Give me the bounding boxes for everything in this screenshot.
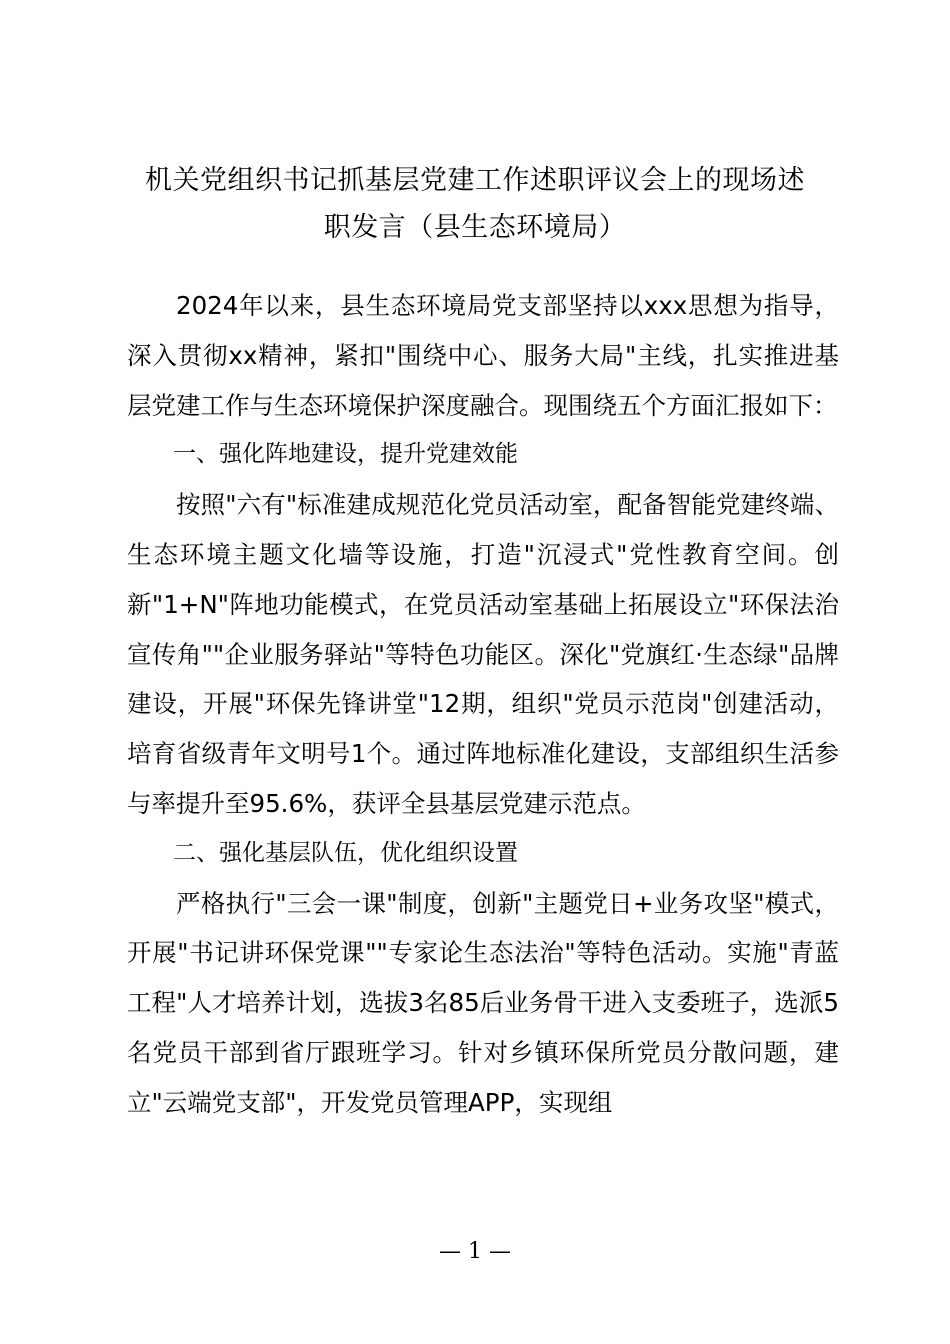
document-title-line-1: 机关党组织书记抓基层党建工作述职评议会上的现场述 [145, 165, 805, 196]
section-1-paragraph: 按照"六有"标准建成规范化党员活动室，配备智能党建终端、生态环境主题文化墙等设施，打造"沉浸式"党性教育空间。创新"1+N"阵地功能模式，在党员活动室基础上拓展设立"环保法治宣传角""企业服务驿站"等特色功能区。深化"党旗红·生态绿"品牌建设，开展"环保先锋讲堂"12期，组织"党员示范岗"创建活动，培育省级青年文明号1个。通过阵地标准化建设，支部组织生活参与率提升至95.6%，获评全县基层党建示范点。 [127, 490, 839, 818]
page-number: — 1 — [439, 1239, 511, 1264]
section-2-paragraph: 严格执行"三会一课"制度，创新"主题党日+业务攻坚"模式，开展"书记讲环保党课""专家论生态法治"等特色活动。实施"青蓝工程"人才培养计划，选拔3名85后业务骨干进入支委班子，选派5名党员干部到省厅跟班学习。针对乡镇环保所党员分散问题，建立"云端党支部"，开发党员管理APP，实现组 [127, 888, 839, 1117]
section-heading-1: 一、强化阵地建设，提升党建效能 [173, 441, 518, 468]
document-title-line-2: 职发言（县生态环境局） [323, 212, 627, 243]
section-heading-2: 二、强化基层队伍，优化组织设置 [173, 839, 518, 866]
document-body [127, 281, 839, 1128]
intro-paragraph: 2024年以来，县生态环境局党支部坚持以xxx思想为指导，深入贯彻xx精神，紧扣"围绕中心、服务大局"主线，扎实推进基层党建工作与生态环境保护深度融合。现围绕五个方面汇报如下： [127, 291, 839, 420]
